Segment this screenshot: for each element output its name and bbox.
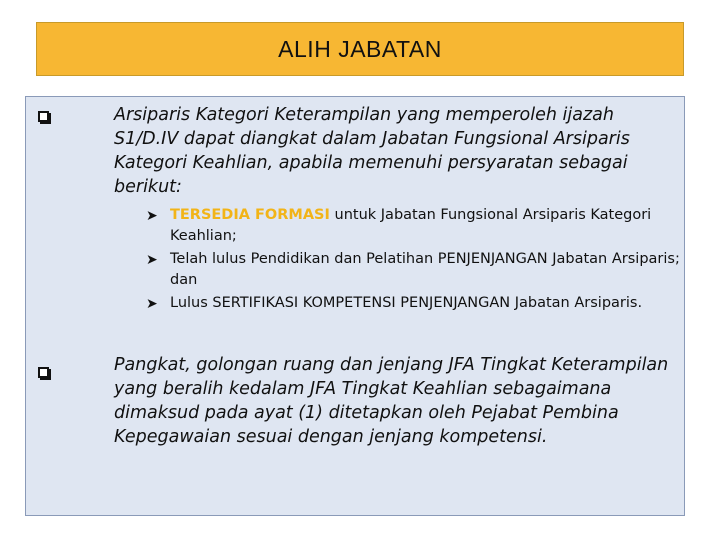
title-bar <box>36 22 684 76</box>
content-box <box>25 96 685 516</box>
arrow-bullet-icon: ➤ <box>146 252 158 268</box>
requirement-item <box>146 205 686 247</box>
square-bullet-icon <box>38 111 49 122</box>
main-paragraph-1: Arsiparis Kategori Keterampilan yang memperoleh ijazah S1/D.IV dapat diangkat dalam Jabatan Fungsional Arsiparis Kategori Keahlian, apabila memenuhi persyaratan sebagai berikut: <box>114 105 630 197</box>
requirement-text: Lulus SERTIFIKASI KOMPETENSI PENJENJANGAN Jabatan Arsiparis. <box>170 295 643 311</box>
arrow-bullet-icon: ➤ <box>146 208 158 224</box>
square-bullet-icon <box>38 367 49 378</box>
requirement-text: untuk Jabatan Fungsional Arsiparis Kategori Keahlian; <box>170 207 652 244</box>
requirement-text: Telah lulus Pendidikan dan Pelatihan PENJENJANGAN Jabatan Arsiparis; dan <box>170 251 680 288</box>
highlight-text: TERSEDIA FORMASI <box>170 207 330 223</box>
requirement-item <box>146 249 686 291</box>
requirements-list <box>146 205 686 316</box>
requirement-item <box>146 293 686 314</box>
page-title: ALIH JABATAN <box>278 35 442 62</box>
arrow-bullet-icon: ➤ <box>146 296 158 312</box>
main-paragraph-2: Pangkat, golongan ruang dan jenjang JFA Tingkat Keterampilan yang beralih kedalam JFA Tingkat Keahlian sebagaimana dimaksud pada ayat (1) ditetapkan oleh Pejabat Pembina Kepegawaian sesuai dengan jenjang kompetensi. <box>114 355 669 447</box>
